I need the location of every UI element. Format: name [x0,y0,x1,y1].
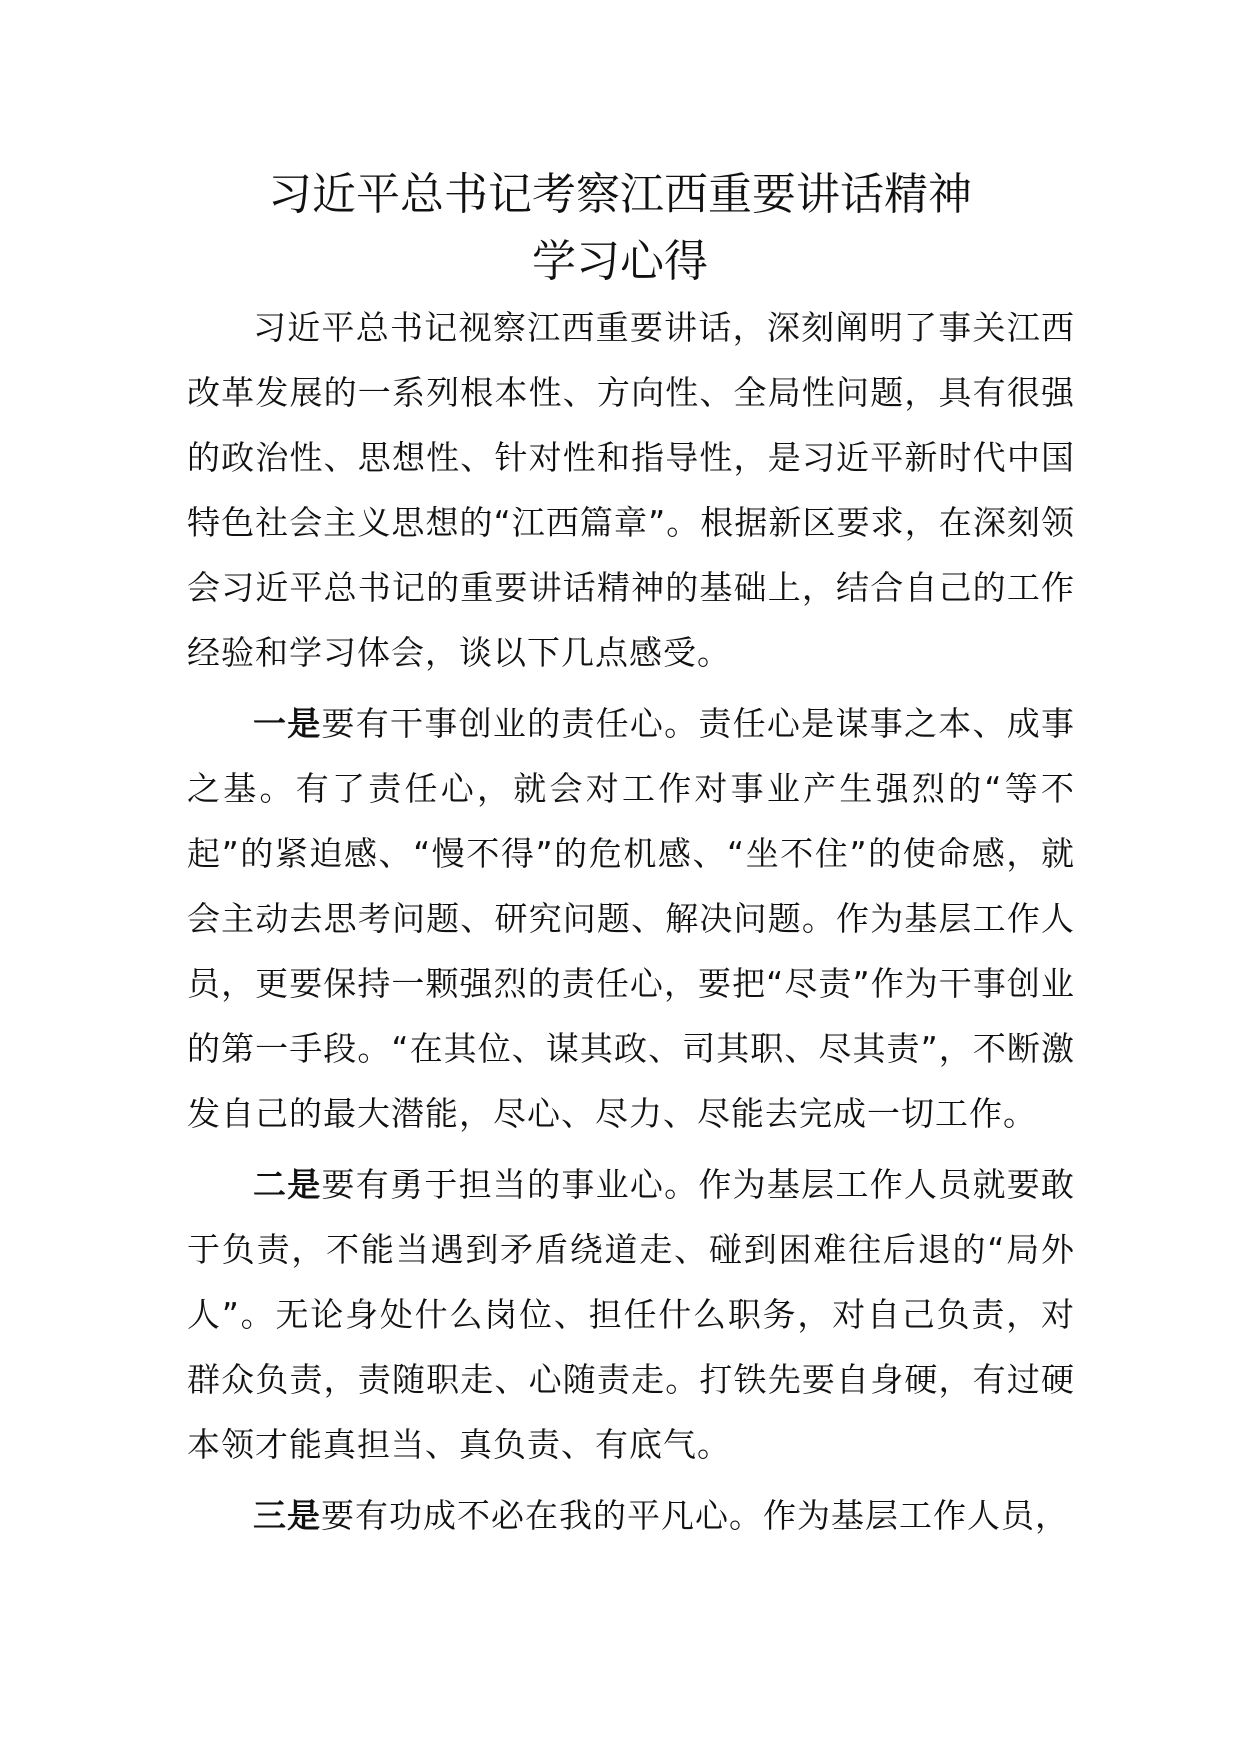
paragraph-text: 习近平总书记视察江西重要讲话，深刻阐明了事关江西改革发展的一系列根本性、方向性、全局性问题，具有很强的政治性、思想性、针对性和指导性，是习近平新时代中国特色社会主义思想的“江西篇章”。根据新区要求，在深刻领会习近平总书记的重要讲话精神的基础上，结合自己的工作经验和学习体会，谈以下几点感受。 [187,308,1075,672]
paragraph-lead: 二是 [253,1165,322,1204]
paragraph-text: 要有干事创业的责任心。责任心是谋事之本、成事之基。有了责任心，就会对工作对事业产生强烈的“等不起”的紧迫感、“慢不得”的危机感、“坐不住”的使命感，就会主动去思考问题、研究问题、解决问题。作为基层工作人员，更要保持一颗强烈的责任心，要把“尽责”作为干事创业的第一手段。“在其位、谋其政、司其职、尽其责”，不断激发自己的最大潜能，尽心、尽力、尽能去完成一切工作。 [187,704,1076,1133]
paragraph-intro [187,295,1075,685]
paragraph-point-2 [187,1152,1075,1477]
document-title-line-1: 习近平总书记考察江西重要讲话精神 [268,169,972,220]
paragraph-point-3 [187,1483,1075,1548]
paragraph-lead: 一是 [253,704,322,743]
paragraph-point-1 [187,691,1075,1146]
paragraph-text: 要有勇于担当的事业心。作为基层工作人员就要敢于负责，不能当遇到矛盾绕道走、碰到困难往后退的“局外人”。无论身处什么岗位、担任什么职务，对自己负责，对群众负责，责随职走、心随责走。打铁先要自身硬，有过硬本领才能真担当、真负责、有底气。 [187,1165,1076,1464]
document-body [187,295,1075,1548]
document-title-line-2: 学习心得 [532,236,708,287]
paragraph-lead: 三是 [253,1496,321,1535]
paragraph-text: 要有功成不必在我的平凡心。作为基层工作人员， [321,1496,1069,1535]
